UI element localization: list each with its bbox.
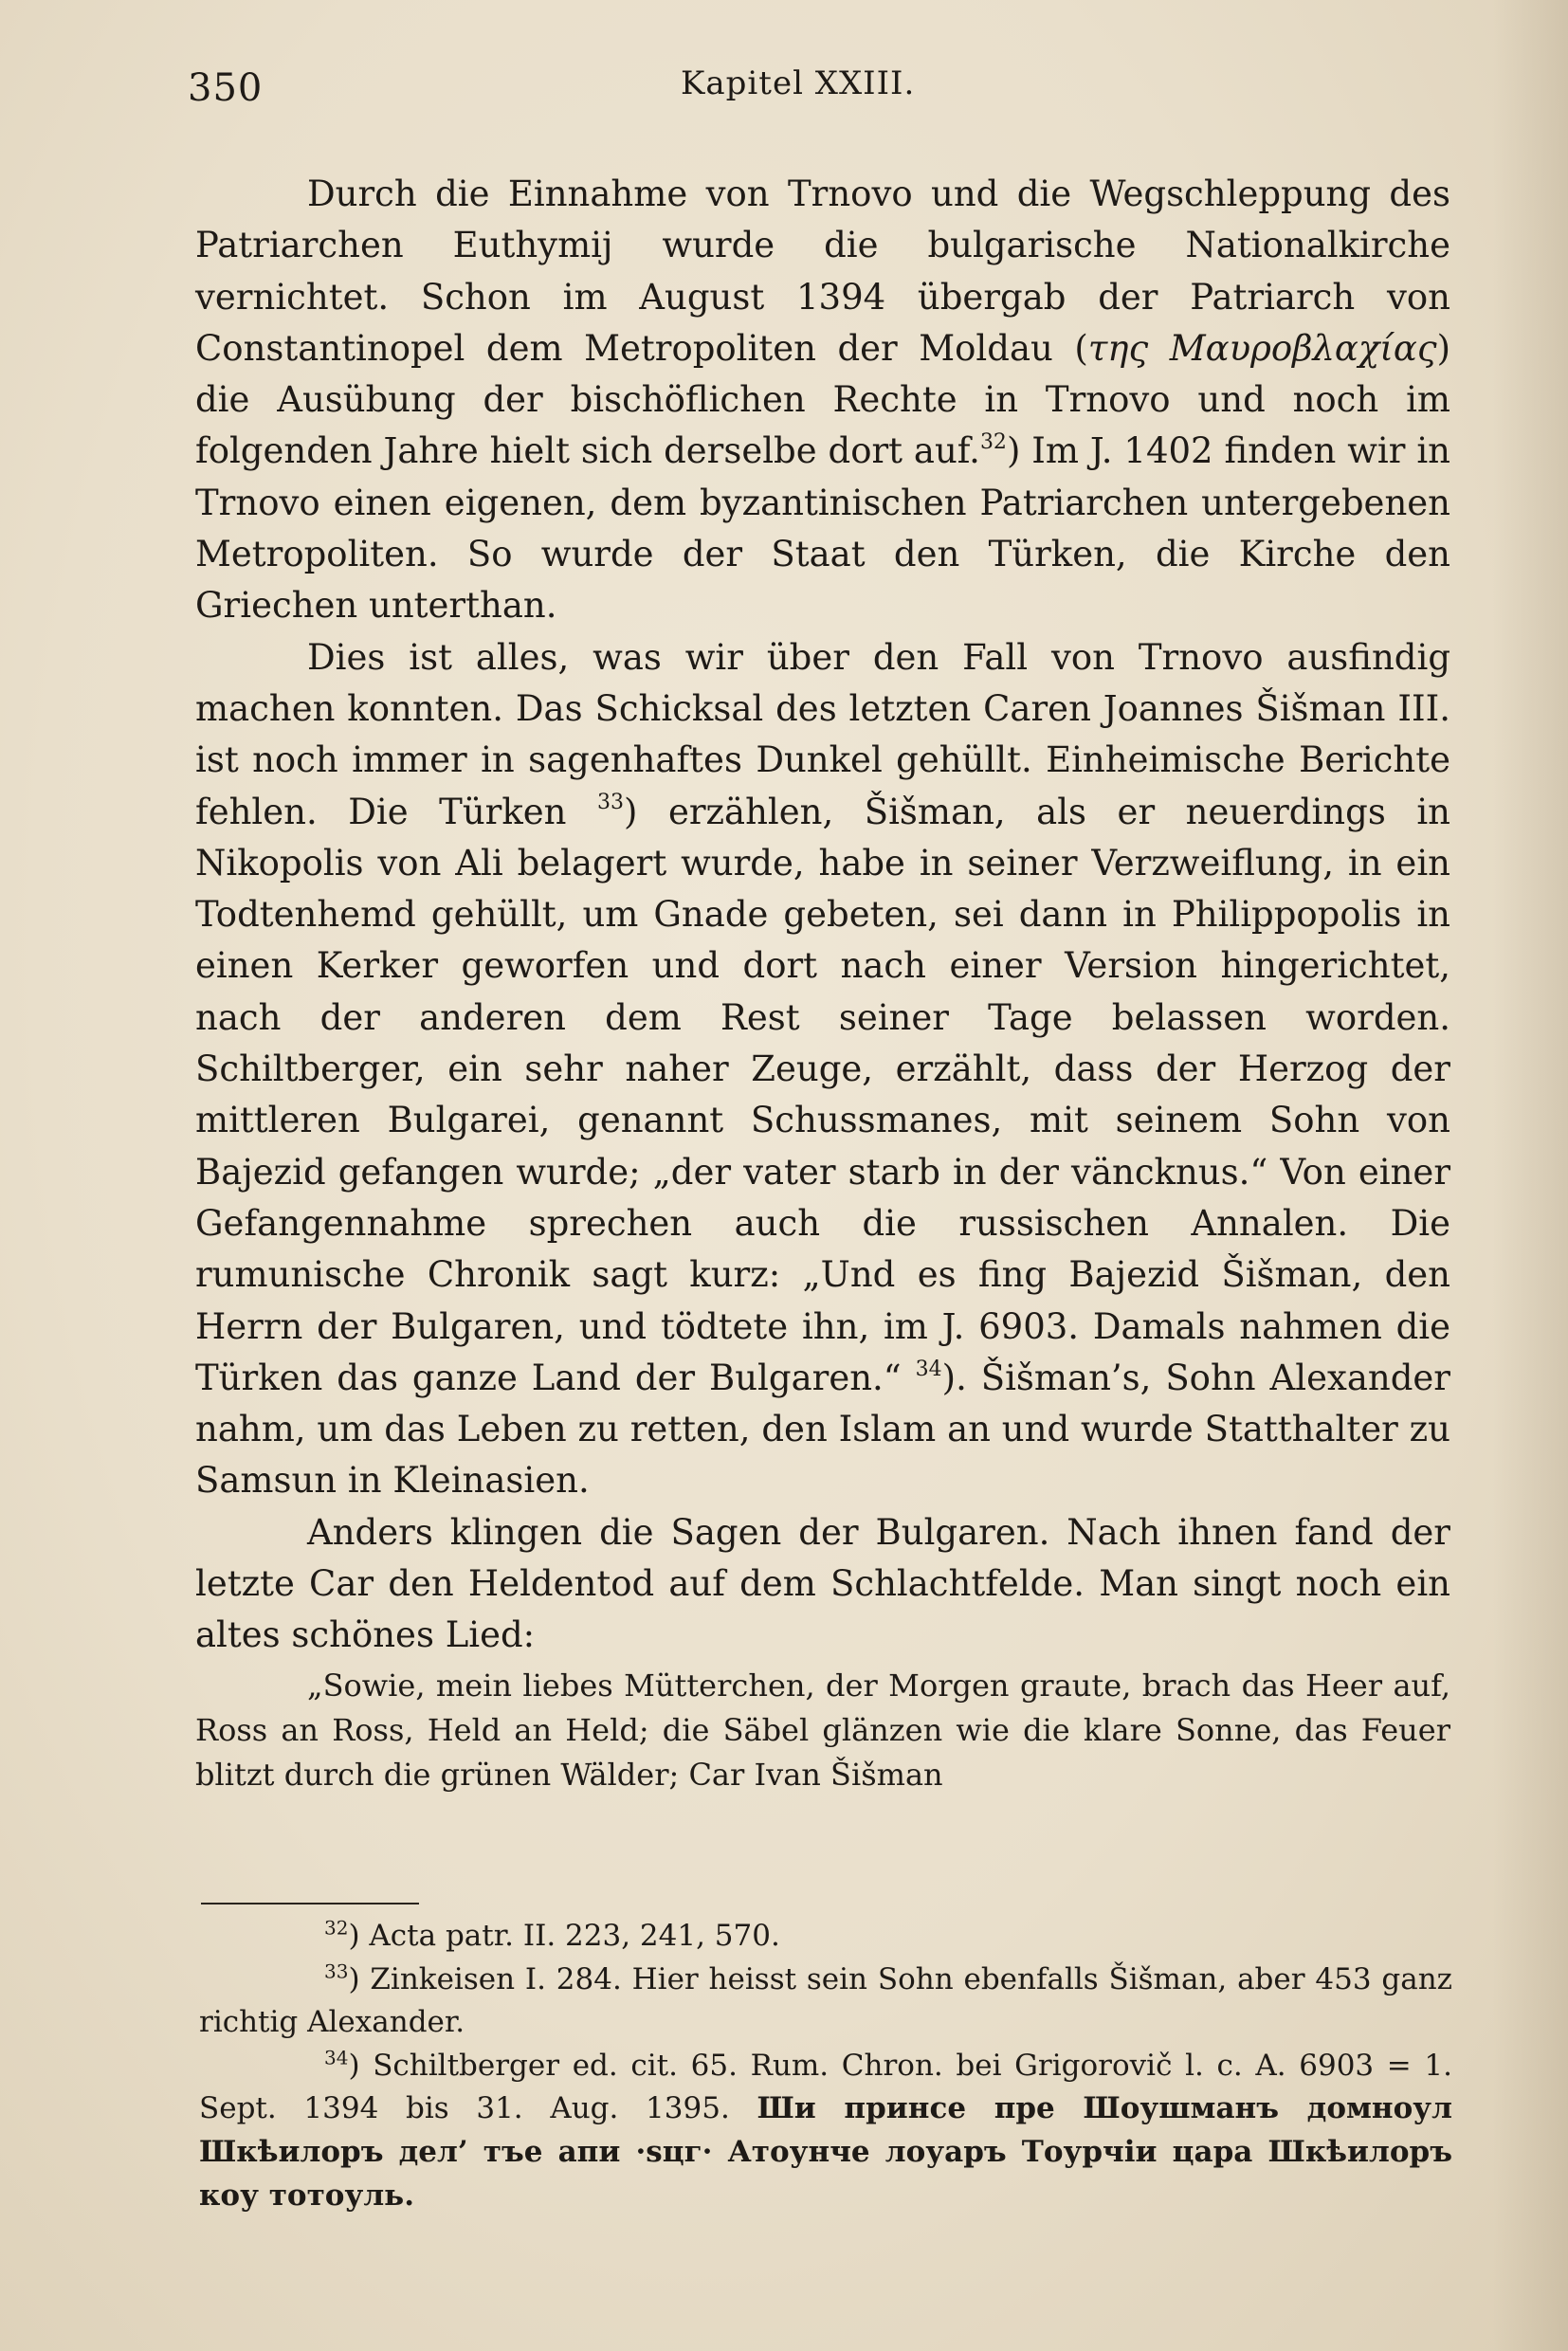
footnotes <box>199 1915 1452 2217</box>
footnote-34-number: 34 <box>324 2046 349 2069</box>
paragraph-1 <box>195 169 1450 632</box>
footnote-34-cyrillic: Ши принсе пре Шоушманъ домноул Шкѣилоръ дел’ тъе апи ·ѕцг· Атоунче лоуаръ Тоурчіи цара Шкѣилоръ коу тотоуль. <box>199 2091 1452 2213</box>
footnote-34-text: ) Schiltberger ed. cit. 65. Rum. Chron. bei Grigorovič l. c. A. 6903 = 1. Sept. 1394 bis 31. Aug. 1395. <box>199 2048 1452 2126</box>
footnote-33 <box>199 1959 1452 2045</box>
paragraph-2-text-c: ). Šišman’s, Sohn Alexander nahm, um das Leben zu retten, den Islam an und wurde Statthalter zu Samsun in Kleinasien. <box>195 1357 1450 1502</box>
greek-phrase: της Μαυροβλαχίας <box>1087 327 1437 369</box>
paragraph-1-text-a: Durch die Einnahme von Trnovo und die Wegschleppung des Patriarchen Euthymij wurde die bulgarische Nationalkirche vernichtet. Schon im August 1394 übergab der Patriarch von Constantinopel dem Metropoliten der Moldau ( <box>195 173 1450 369</box>
footnote-32-text: ) Acta patr. II. 223, 241, 570. <box>348 1919 780 1953</box>
footnote-divider <box>201 1903 419 1904</box>
footnote-ref-34: 34 <box>915 1357 942 1381</box>
paragraph-2-text-b: ) erzählen, Šišman, als er neuerdings in Nikopolis von Ali belagert wurde, habe in seiner Verzweiflung, in ein Todtenhemd gehüllt, um Gnade gebeten, sei dann in Philippopolis in einen Kerker geworfen und dort nach einer Version hingerichtet, nach der anderen dem Rest seiner Tage belassen worden. Schiltberger, ein sehr naher Zeuge, erzählt, dass der Herzog der mittleren Bulgarei, genannt Schussmanes, mit seinem Sohn von Bajezid gefangen wurde; „der vater starb in der väncknus.“ Von einer Gefangennahme sprechen auch die russischen Annalen. Die rumunische Chronik sagt kurz: „Und es fing Bajezid Šišman, den Herrn der Bulgaren, und tödtete ihn, im J. 6903. Damals nahmen die Türken das ganze Land der Bulgaren.“ <box>195 791 1450 1398</box>
paragraph-2 <box>195 632 1450 1507</box>
main-text <box>195 169 1450 1797</box>
song-quote: „Sowie, mein liebes Mütterchen, der Morgen graute, brach das Heer auf, Ross an Ross, Held an Held; die Säbel glänzen wie die klare Sonne, das Feuer blitzt durch die grünen Wälder; Car Ivan Šišman <box>195 1667 1450 1793</box>
footnote-ref-32: 32 <box>979 430 1007 455</box>
footnote-ref-33: 33 <box>597 791 625 815</box>
footnote-32 <box>199 1915 1452 1959</box>
paragraph-1-text-b: ) die Ausübung der bischöflichen Rechte in Trnovo und noch im folgenden Jahre hielt sich derselbe dort auf. <box>195 327 1450 472</box>
footnote-33-number: 33 <box>324 1959 349 1983</box>
footnote-34 <box>199 2045 1452 2217</box>
paragraph-3: Anders klingen die Sagen der Bulgaren. Nach ihnen fand der letzte Car den Heldentod auf dem Schlachtfelde. Man singt noch ein altes schönes Lied: <box>195 1511 1450 1656</box>
paragraph-2-text-a: Dies ist alles, was wir über den Fall von Trnovo ausfindig machen konnten. Das Schicksal des letzten Caren Joannes Šišman III. ist noch immer in sagenhaftes Dunkel gehüllt. Einheimische Berichte fehlen. Die Türken <box>195 636 1450 832</box>
footnote-33-text: ) Zinkeisen I. 284. Hier heisst sein Sohn ebenfalls Šišman, aber 453 ganz richtig Alexander. <box>199 1961 1452 2040</box>
page-number: 350 <box>188 66 264 110</box>
running-head: Kapitel XXIII. <box>681 64 916 102</box>
paragraph-1-text-c: ) Im J. 1402 finden wir in Trnovo einen eigenen, dem byzantinischen Patriarchen untergebenen Metropoliten. So wurde der Staat den Türken, die Kirche den Griechen unterthan. <box>195 430 1450 627</box>
page-header <box>188 61 1458 118</box>
footnote-32-number: 32 <box>324 1916 349 1940</box>
